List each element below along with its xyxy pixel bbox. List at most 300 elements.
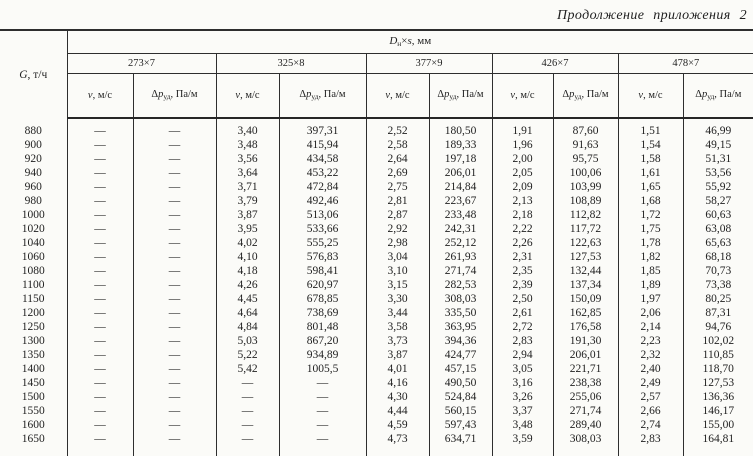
flow-rate-value: 1400 xyxy=(0,362,67,376)
pressure-drop-value: — xyxy=(133,334,216,348)
velocity-value: 2,18 xyxy=(492,208,553,222)
pressure-drop-value: 118,70 xyxy=(683,362,753,376)
flow-rate-value: 1200 xyxy=(0,306,67,320)
velocity-value: 2,75 xyxy=(366,180,429,194)
table-header xyxy=(0,30,753,118)
velocity-value: 2,83 xyxy=(618,432,683,446)
pressure-drop-value: 513,06 xyxy=(279,208,366,222)
unit-header-pressure-drop: $\Delta p_{уд}$, Па/м xyxy=(279,73,366,118)
pressure-drop-value: — xyxy=(133,180,216,194)
pressure-drop-value: 457,15 xyxy=(429,362,492,376)
spacer-cell xyxy=(133,446,216,456)
velocity-value: 2,52 xyxy=(366,118,429,138)
table-row xyxy=(0,250,753,264)
pressure-drop-value: 394,36 xyxy=(429,334,492,348)
pressure-drop-value: 176,58 xyxy=(553,320,618,334)
velocity-value: 3,40 xyxy=(216,118,279,138)
pressure-drop-value: — xyxy=(133,306,216,320)
velocity-value: — xyxy=(216,418,279,432)
table-row xyxy=(0,376,753,390)
flow-rate-value: 940 xyxy=(0,166,67,180)
pressure-drop-value: — xyxy=(279,376,366,390)
pressure-drop-value: — xyxy=(133,320,216,334)
pressure-drop-value: 282,53 xyxy=(429,278,492,292)
pressure-drop-value: 206,01 xyxy=(429,166,492,180)
size-header-273x7: 273×7 xyxy=(67,53,216,73)
table-row xyxy=(0,320,753,334)
pressure-drop-value: — xyxy=(133,418,216,432)
velocity-value: 1,91 xyxy=(492,118,553,138)
velocity-value: 3,87 xyxy=(216,208,279,222)
pressure-drop-value: 155,00 xyxy=(683,418,753,432)
pressure-drop-value: 49,15 xyxy=(683,138,753,152)
pressure-drop-value: 434,58 xyxy=(279,152,366,166)
pressure-drop-value: 164,81 xyxy=(683,432,753,446)
velocity-value: 2,40 xyxy=(618,362,683,376)
table-row xyxy=(0,418,753,432)
velocity-value: 2,00 xyxy=(492,152,553,166)
velocity-value: — xyxy=(216,432,279,446)
col-header-flow-rate: G, т/ч xyxy=(0,30,67,118)
velocity-value: 2,72 xyxy=(492,320,553,334)
velocity-value: 1,82 xyxy=(618,250,683,264)
pressure-drop-value: 53,56 xyxy=(683,166,753,180)
spacer-cell xyxy=(553,446,618,456)
table-body xyxy=(0,118,753,456)
velocity-value: 2,74 xyxy=(618,418,683,432)
flow-rate-value: 900 xyxy=(0,138,67,152)
velocity-value: — xyxy=(94,209,106,221)
pressure-drop-value: 801,48 xyxy=(279,320,366,334)
flow-rate-value: 1100 xyxy=(0,278,67,292)
table-row xyxy=(0,306,753,320)
velocity-value: 3,48 xyxy=(492,418,553,432)
velocity-value: 2,57 xyxy=(618,390,683,404)
size-header-325x8: 325×8 xyxy=(216,53,366,73)
pressure-drop-value: 68,18 xyxy=(683,250,753,264)
pressure-drop-value: 65,63 xyxy=(683,236,753,250)
pressure-drop-value: 308,03 xyxy=(553,432,618,446)
velocity-value: 3,95 xyxy=(216,222,279,236)
velocity-value: 2,05 xyxy=(492,166,553,180)
pressure-drop-value: — xyxy=(133,236,216,250)
pressure-drop-value: 46,99 xyxy=(683,118,753,138)
pressure-drop-value: — xyxy=(133,222,216,236)
pressure-drop-value: 335,50 xyxy=(429,306,492,320)
velocity-value: — xyxy=(94,265,106,277)
velocity-value: 5,42 xyxy=(216,362,279,376)
unit-header-pressure-drop: $\Delta p_{уд}$, Па/м xyxy=(553,73,618,118)
pressure-drop-value: — xyxy=(133,432,216,446)
velocity-value: 4,73 xyxy=(366,432,429,446)
table-row xyxy=(0,292,753,306)
velocity-value: 3,87 xyxy=(366,348,429,362)
velocity-value: 2,13 xyxy=(492,194,553,208)
unit-header-velocity: v, м/с xyxy=(67,73,133,118)
spacer-cell xyxy=(683,446,753,456)
velocity-value: 4,44 xyxy=(366,404,429,418)
velocity-value: — xyxy=(216,390,279,404)
pressure-drop-value: 1005,5 xyxy=(279,362,366,376)
pressure-drop-value: 308,03 xyxy=(429,292,492,306)
velocity-value: 2,66 xyxy=(618,404,683,418)
velocity-value: 4,64 xyxy=(216,306,279,320)
pressure-drop-value: 70,73 xyxy=(683,264,753,278)
unit-header-pressure-drop: $\Delta p_{уд}$, Па/м xyxy=(429,73,492,118)
spacer-cell xyxy=(429,446,492,456)
velocity-value: 1,65 xyxy=(618,180,683,194)
velocity-value: 2,87 xyxy=(366,208,429,222)
table-row xyxy=(0,138,753,152)
velocity-value: 1,51 xyxy=(618,118,683,138)
pressure-drop-value: — xyxy=(133,264,216,278)
pressure-drop-value: — xyxy=(133,292,216,306)
table-row xyxy=(0,208,753,222)
table-row xyxy=(0,278,753,292)
pressure-drop-value: — xyxy=(133,166,216,180)
pressure-drop-value: — xyxy=(133,152,216,166)
velocity-value: 2,32 xyxy=(618,348,683,362)
velocity-value: 3,05 xyxy=(492,362,553,376)
velocity-value: — xyxy=(94,391,106,403)
spacer-cell xyxy=(279,446,366,456)
pressure-drop-value: 180,50 xyxy=(429,118,492,138)
pressure-drop-value: 490,50 xyxy=(429,376,492,390)
velocity-value: — xyxy=(94,139,106,151)
table-row xyxy=(0,390,753,404)
pressure-drop-value: 51,31 xyxy=(683,152,753,166)
velocity-value: 5,22 xyxy=(216,348,279,362)
table-row xyxy=(0,404,753,418)
pressure-drop-value: 598,41 xyxy=(279,264,366,278)
velocity-value: — xyxy=(94,349,106,361)
velocity-value: — xyxy=(94,167,106,179)
velocity-value: — xyxy=(94,433,106,445)
velocity-value: 2,14 xyxy=(618,320,683,334)
pressure-drop-value: 60,63 xyxy=(683,208,753,222)
pressure-drop-value: 867,20 xyxy=(279,334,366,348)
velocity-value: 4,01 xyxy=(366,362,429,376)
velocity-value: 1,97 xyxy=(618,292,683,306)
pressure-drop-value: 524,84 xyxy=(429,390,492,404)
velocity-value: 4,45 xyxy=(216,292,279,306)
velocity-value: — xyxy=(94,321,106,333)
spacer-cell xyxy=(366,446,429,456)
pressure-drop-value: 189,33 xyxy=(429,138,492,152)
pressure-drop-value: 560,15 xyxy=(429,404,492,418)
velocity-value: 3,04 xyxy=(366,250,429,264)
pressure-drop-value: 122,63 xyxy=(553,236,618,250)
pressure-drop-value: 146,17 xyxy=(683,404,753,418)
pressure-drop-value: 233,48 xyxy=(429,208,492,222)
velocity-value: 2,98 xyxy=(366,236,429,250)
unit-header-velocity: v, м/с xyxy=(216,73,279,118)
flow-rate-value: 1250 xyxy=(0,320,67,334)
flow-rate-value: 1020 xyxy=(0,222,67,236)
pressure-drop-value: 63,08 xyxy=(683,222,753,236)
spacer-cell xyxy=(0,446,67,456)
velocity-value: — xyxy=(94,363,106,375)
pressure-drop-value: — xyxy=(133,194,216,208)
velocity-value: 2,31 xyxy=(492,250,553,264)
pressure-drop-value: 415,94 xyxy=(279,138,366,152)
pressure-drop-value: 100,06 xyxy=(553,166,618,180)
pressure-drop-value: 191,30 xyxy=(553,334,618,348)
pressure-drop-value: 117,72 xyxy=(553,222,618,236)
pressure-drop-value: 94,76 xyxy=(683,320,753,334)
pressure-drop-value: 255,06 xyxy=(553,390,618,404)
table-row xyxy=(0,348,753,362)
velocity-value: 1,72 xyxy=(618,208,683,222)
pressure-drop-value: — xyxy=(279,418,366,432)
pressure-drop-value: 492,46 xyxy=(279,194,366,208)
velocity-value: 3,15 xyxy=(366,278,429,292)
pressure-drop-value: — xyxy=(133,118,216,138)
velocity-value: 3,59 xyxy=(492,432,553,446)
velocity-value: 1,61 xyxy=(618,166,683,180)
velocity-value: 4,18 xyxy=(216,264,279,278)
pressure-drop-value: 453,22 xyxy=(279,166,366,180)
flow-rate-value: 1650 xyxy=(0,432,67,446)
table-row xyxy=(0,180,753,194)
pressure-drop-value: 424,77 xyxy=(429,348,492,362)
pressure-drop-value: 238,38 xyxy=(553,376,618,390)
velocity-value: 1,96 xyxy=(492,138,553,152)
velocity-value: 2,23 xyxy=(618,334,683,348)
pressure-drop-value: — xyxy=(279,432,366,446)
velocity-value: — xyxy=(216,376,279,390)
velocity-value: 3,30 xyxy=(366,292,429,306)
table-row xyxy=(0,166,753,180)
velocity-value: — xyxy=(94,307,106,319)
pressure-drop-value: — xyxy=(133,362,216,376)
velocity-value: 2,49 xyxy=(618,376,683,390)
pressure-drop-value: 555,25 xyxy=(279,236,366,250)
velocity-value: — xyxy=(94,377,106,389)
unit-header-pressure-drop: $\Delta p_{уд}$, Па/м xyxy=(133,73,216,118)
pressure-drop-value: 271,74 xyxy=(429,264,492,278)
col-header-diameter: $D_н\times s$, мм xyxy=(67,30,753,53)
pressure-drop-value: 634,71 xyxy=(429,432,492,446)
velocity-value: 2,92 xyxy=(366,222,429,236)
velocity-value: — xyxy=(94,335,106,347)
velocity-value: 3,64 xyxy=(216,166,279,180)
flow-rate-value: 1060 xyxy=(0,250,67,264)
size-header-426x7: 426×7 xyxy=(492,53,618,73)
velocity-value: 2,50 xyxy=(492,292,553,306)
velocity-value: 4,26 xyxy=(216,278,279,292)
pressure-drop-value: — xyxy=(133,138,216,152)
unit-header-velocity: v, м/с xyxy=(366,73,429,118)
pressure-drop-value: 112,82 xyxy=(553,208,618,222)
pressure-drop-value: — xyxy=(133,390,216,404)
flow-rate-value: 1600 xyxy=(0,418,67,432)
pressure-drop-value: — xyxy=(133,278,216,292)
velocity-value: 4,16 xyxy=(366,376,429,390)
flow-rate-value: 1500 xyxy=(0,390,67,404)
flow-rate-value: 920 xyxy=(0,152,67,166)
pressure-drop-value: 55,92 xyxy=(683,180,753,194)
pressure-drop-value: 533,66 xyxy=(279,222,366,236)
velocity-value: — xyxy=(94,195,106,207)
table-row xyxy=(0,236,753,250)
pressure-drop-value: — xyxy=(133,376,216,390)
velocity-value: — xyxy=(94,223,106,235)
flow-rate-value: 1550 xyxy=(0,404,67,418)
pipe-flow-table xyxy=(0,29,753,456)
pressure-drop-value: 242,31 xyxy=(429,222,492,236)
velocity-value: 1,89 xyxy=(618,278,683,292)
velocity-value: — xyxy=(94,419,106,431)
flow-rate-value: 1450 xyxy=(0,376,67,390)
velocity-value: — xyxy=(94,293,106,305)
spacer-cell xyxy=(216,446,279,456)
velocity-value: — xyxy=(94,125,106,137)
table-bottom-spacer xyxy=(0,446,753,456)
velocity-value: 2,26 xyxy=(492,236,553,250)
pressure-drop-value: 934,89 xyxy=(279,348,366,362)
pressure-drop-value: 289,40 xyxy=(553,418,618,432)
pressure-drop-value: 58,27 xyxy=(683,194,753,208)
pressure-drop-value: 472,84 xyxy=(279,180,366,194)
velocity-value: — xyxy=(94,237,106,249)
velocity-value: 1,54 xyxy=(618,138,683,152)
spacer-cell xyxy=(492,446,553,456)
pressure-drop-value: — xyxy=(133,208,216,222)
page-title: Продолжение приложения 2 xyxy=(556,8,747,23)
pressure-drop-value: 73,38 xyxy=(683,278,753,292)
pressure-drop-value: 87,31 xyxy=(683,306,753,320)
velocity-value: — xyxy=(94,279,106,291)
velocity-value: 2,69 xyxy=(366,166,429,180)
pressure-drop-value: 162,85 xyxy=(553,306,618,320)
velocity-value: 2,81 xyxy=(366,194,429,208)
velocity-value: 4,59 xyxy=(366,418,429,432)
unit-header-velocity: v, м/с xyxy=(618,73,683,118)
flow-rate-value: 880 xyxy=(0,118,67,138)
velocity-value: 2,83 xyxy=(492,334,553,348)
pressure-drop-value: 252,12 xyxy=(429,236,492,250)
velocity-value: 3,37 xyxy=(492,404,553,418)
velocity-value: 3,73 xyxy=(366,334,429,348)
velocity-value: 2,94 xyxy=(492,348,553,362)
velocity-value: 2,58 xyxy=(366,138,429,152)
pressure-drop-value: 102,02 xyxy=(683,334,753,348)
pressure-drop-value: 221,71 xyxy=(553,362,618,376)
table-row xyxy=(0,118,753,138)
velocity-value: 3,58 xyxy=(366,320,429,334)
velocity-value: 1,58 xyxy=(618,152,683,166)
pressure-drop-value: 223,67 xyxy=(429,194,492,208)
velocity-value: 2,61 xyxy=(492,306,553,320)
velocity-value: 3,10 xyxy=(366,264,429,278)
pressure-drop-value: 127,53 xyxy=(553,250,618,264)
table-row xyxy=(0,432,753,446)
table-row xyxy=(0,334,753,348)
pressure-drop-value: — xyxy=(133,404,216,418)
flow-rate-value: 1040 xyxy=(0,236,67,250)
pressure-drop-value: — xyxy=(133,348,216,362)
pressure-drop-value: 214,84 xyxy=(429,180,492,194)
velocity-value: 3,16 xyxy=(492,376,553,390)
spacer-cell xyxy=(618,446,683,456)
velocity-value: — xyxy=(94,251,106,263)
velocity-value: 1,85 xyxy=(618,264,683,278)
pressure-drop-value: 103,99 xyxy=(553,180,618,194)
table-row xyxy=(0,222,753,236)
spacer-cell xyxy=(67,446,133,456)
pressure-drop-value: 108,89 xyxy=(553,194,618,208)
velocity-value: — xyxy=(94,153,106,165)
pressure-drop-value: — xyxy=(279,390,366,404)
pressure-drop-value: 132,44 xyxy=(553,264,618,278)
velocity-value: 3,26 xyxy=(492,390,553,404)
velocity-value: 1,68 xyxy=(618,194,683,208)
flow-rate-value: 1000 xyxy=(0,208,67,222)
pressure-drop-value: 261,93 xyxy=(429,250,492,264)
flow-rate-value: 1150 xyxy=(0,292,67,306)
table-row xyxy=(0,194,753,208)
velocity-value: — xyxy=(94,181,106,193)
velocity-value: 4,84 xyxy=(216,320,279,334)
unit-header-velocity: v, м/с xyxy=(492,73,553,118)
pressure-drop-value: 206,01 xyxy=(553,348,618,362)
pressure-drop-value: 95,75 xyxy=(553,152,618,166)
velocity-value: 4,30 xyxy=(366,390,429,404)
pressure-drop-value: 597,43 xyxy=(429,418,492,432)
velocity-value: 3,71 xyxy=(216,180,279,194)
unit-header-pressure-drop: $\Delta p_{уд}$, Па/м xyxy=(683,73,753,118)
pressure-drop-value: 87,60 xyxy=(553,118,618,138)
velocity-value: 4,10 xyxy=(216,250,279,264)
flow-rate-value: 1350 xyxy=(0,348,67,362)
flow-rate-value: 960 xyxy=(0,180,67,194)
velocity-value: 4,02 xyxy=(216,236,279,250)
pressure-drop-value: 271,74 xyxy=(553,404,618,418)
pressure-drop-value: — xyxy=(133,250,216,264)
size-header-478x7: 478×7 xyxy=(618,53,753,73)
velocity-value: 5,03 xyxy=(216,334,279,348)
pressure-drop-value: 91,63 xyxy=(553,138,618,152)
pressure-drop-value: 397,31 xyxy=(279,118,366,138)
velocity-value: 1,78 xyxy=(618,236,683,250)
pressure-drop-value: 137,34 xyxy=(553,278,618,292)
size-header-377x9: 377×9 xyxy=(366,53,492,73)
pressure-drop-value: 197,18 xyxy=(429,152,492,166)
pressure-drop-value: 363,95 xyxy=(429,320,492,334)
velocity-value: 1,75 xyxy=(618,222,683,236)
velocity-value: 3,79 xyxy=(216,194,279,208)
pressure-drop-value: 620,97 xyxy=(279,278,366,292)
velocity-value: 2,06 xyxy=(618,306,683,320)
pressure-drop-value: 80,25 xyxy=(683,292,753,306)
velocity-value: 2,39 xyxy=(492,278,553,292)
flow-rate-value: 980 xyxy=(0,194,67,208)
pressure-drop-value: 150,09 xyxy=(553,292,618,306)
velocity-value: — xyxy=(94,405,106,417)
flow-rate-value: 1080 xyxy=(0,264,67,278)
table-row xyxy=(0,264,753,278)
flow-rate-value: 1300 xyxy=(0,334,67,348)
velocity-value: 2,64 xyxy=(366,152,429,166)
velocity-value: 3,44 xyxy=(366,306,429,320)
pressure-drop-value: 738,69 xyxy=(279,306,366,320)
pressure-drop-value: 127,53 xyxy=(683,376,753,390)
pressure-drop-value: 678,85 xyxy=(279,292,366,306)
pressure-drop-value: 136,36 xyxy=(683,390,753,404)
pressure-drop-value: 576,83 xyxy=(279,250,366,264)
velocity-value: 2,22 xyxy=(492,222,553,236)
